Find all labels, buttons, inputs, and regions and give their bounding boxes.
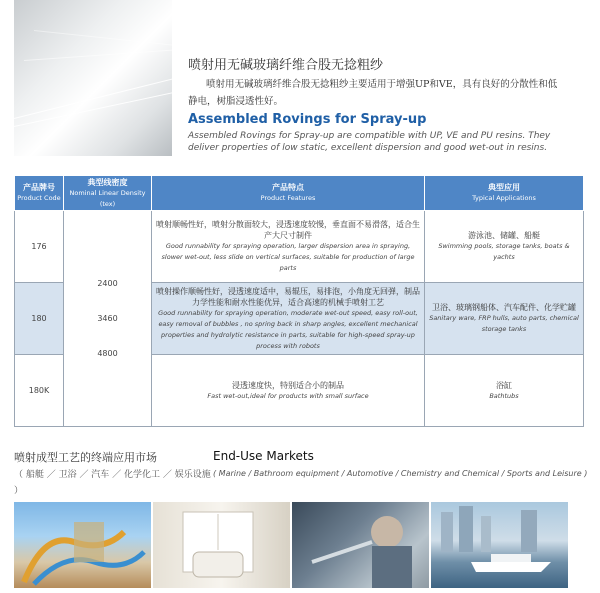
bathroom-photo xyxy=(153,502,290,588)
waterpark-photo xyxy=(14,502,151,588)
table-header-row xyxy=(15,176,584,211)
end-use-list-en: ( Marine / Bathroom equipment / Automotive / Chemistry and Chemical / Sports and Leisure ) xyxy=(213,469,588,478)
product-description-en: Assembled Rovings for Spray-up are compatible with UP, VE and PU resins. They deliver properties of low static, excellent dispersion and good wet-out in resins. xyxy=(188,131,551,153)
product-code-cell: 176 xyxy=(15,211,64,283)
end-use-title-cn: 喷射成型工艺的终端应用市场 xyxy=(14,451,157,464)
product-title-en: Assembled Rovings for Spray-up xyxy=(188,112,427,127)
spec-table xyxy=(14,175,584,427)
applications-cell: 卫浴、玻璃钢船体、汽车配件、化学贮罐 Sanitary ware, FRP hulls, auto parts, chemical storage tanks xyxy=(425,283,584,355)
features-cell: 喷射顺畅性好，喷射分散面较大，浸透速度较慢，垂直面不易滑落，适合生产大尺寸制件 Good runnability for spraying operation, larger dispersion area in spraying, slower wet-out, less slide on vertical surfaces, suitable for production of large parts xyxy=(152,211,425,283)
table-row xyxy=(15,211,584,283)
spray-worker-photo xyxy=(292,502,429,588)
density-value: 3460 xyxy=(97,314,118,323)
end-use-list-cn: （ 船艇 ／ 卫浴 ／ 汽车 ／ 化学化工 ／ 娱乐设施 ） xyxy=(14,470,211,496)
product-code-cell: 180K xyxy=(15,355,64,427)
features-cell: 浸透速度快，特别适合小的制品 Fast wet-out,ideal for products with small surface xyxy=(152,355,425,427)
header-product-features: 产品特点 Product Features xyxy=(152,176,425,211)
header-product-code: 产品牌号 Product Code xyxy=(15,176,64,211)
product-title-cn: 喷射用无碱玻璃纤维合股无捻粗纱 xyxy=(188,58,384,73)
features-cell: 喷射操作顺畅性好，浸透速度适中，易辊压，易排泡，小角度无回弹，制品力学性能和耐水性能优异，适合高速的机械手喷射工艺 Good runnability for spraying operation, moderate wet-out speed, easy roll-out, easy removal of bubbles , no spring back in sharp angles, excellent mechanical properties and hydrolytic resistance in parts, suitable for high-speed spray-up process with robots xyxy=(152,283,425,355)
product-code-cell: 180 xyxy=(15,283,64,355)
header-typical-applications: 典型应用 Typical Applications xyxy=(425,176,584,211)
product-description-cn: 喷射用无碱玻璃纤维合股无捻粗纱主要适用于增强UP和VE，具有良好的分散性和低静电，树脂浸透性好。 xyxy=(188,79,558,107)
applications-cell: 游泳池、储罐、船艇 Swimming pools, storage tanks, boats & yachts xyxy=(425,211,584,283)
applications-cell: 浴缸 Bathtubs xyxy=(425,355,584,427)
end-use-title-en: End-Use Markets xyxy=(213,449,314,463)
fiber-roving-photo xyxy=(14,0,172,156)
linear-density-cell xyxy=(64,211,152,427)
density-value: 4800 xyxy=(97,349,118,358)
header-linear-density: 典型线密度 Nominal Linear Density (tex) xyxy=(64,176,152,211)
yacht-harbor-photo xyxy=(431,502,568,588)
density-value: 2400 xyxy=(97,279,118,288)
